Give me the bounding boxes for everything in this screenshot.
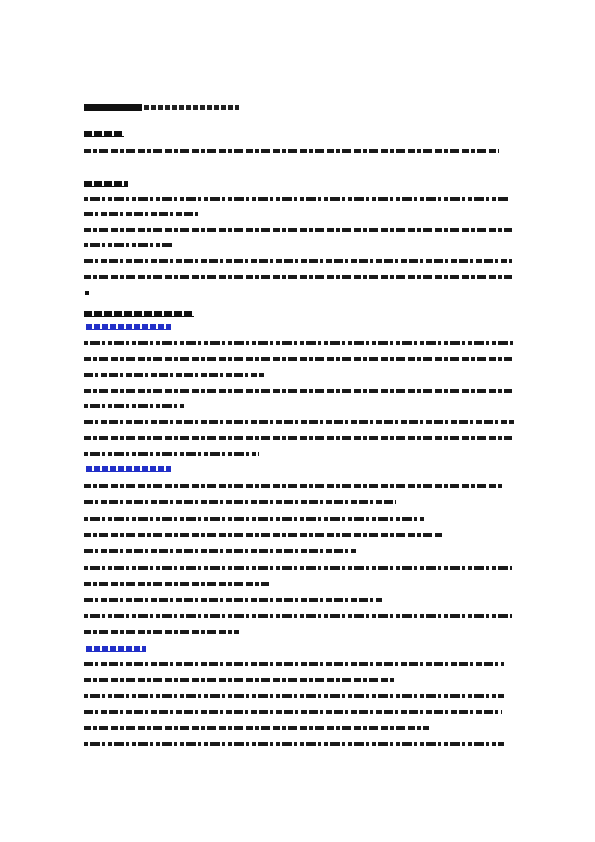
text-line [84,341,514,345]
text-line [84,630,239,634]
text-line [84,259,512,263]
title-underlined-part [84,104,142,111]
section-heading-2 [84,181,128,187]
bullet-mark [85,291,89,295]
text-line [84,517,424,521]
section-heading-3 [84,311,194,317]
text-line [84,742,504,746]
text-line [84,389,512,393]
text-line [84,614,512,618]
text-line [84,436,512,440]
text-line [84,243,174,247]
text-line [84,373,264,377]
text-line [84,582,269,586]
document-title [84,97,239,109]
text-line [84,598,384,602]
section-link-1[interactable] [86,324,171,330]
text-line [84,357,512,361]
section-heading-1 [84,131,124,137]
title-rest-part [144,105,239,110]
text-line [84,662,504,666]
text-line [84,726,429,730]
text-line [84,228,512,232]
text-line [84,533,444,537]
text-line [84,275,512,279]
text-line [84,694,504,698]
text-line [84,566,512,570]
text-line [84,404,184,408]
text-line [84,420,514,424]
text-line [84,500,396,504]
text-line [84,212,199,216]
text-line [84,678,396,682]
text-line [84,197,509,201]
text-line [84,149,499,153]
text-line [84,452,259,456]
section-link-2[interactable] [86,466,171,472]
text-line [84,549,356,553]
text-line [84,710,502,714]
text-line [84,484,504,488]
section-link-3[interactable] [86,646,146,652]
